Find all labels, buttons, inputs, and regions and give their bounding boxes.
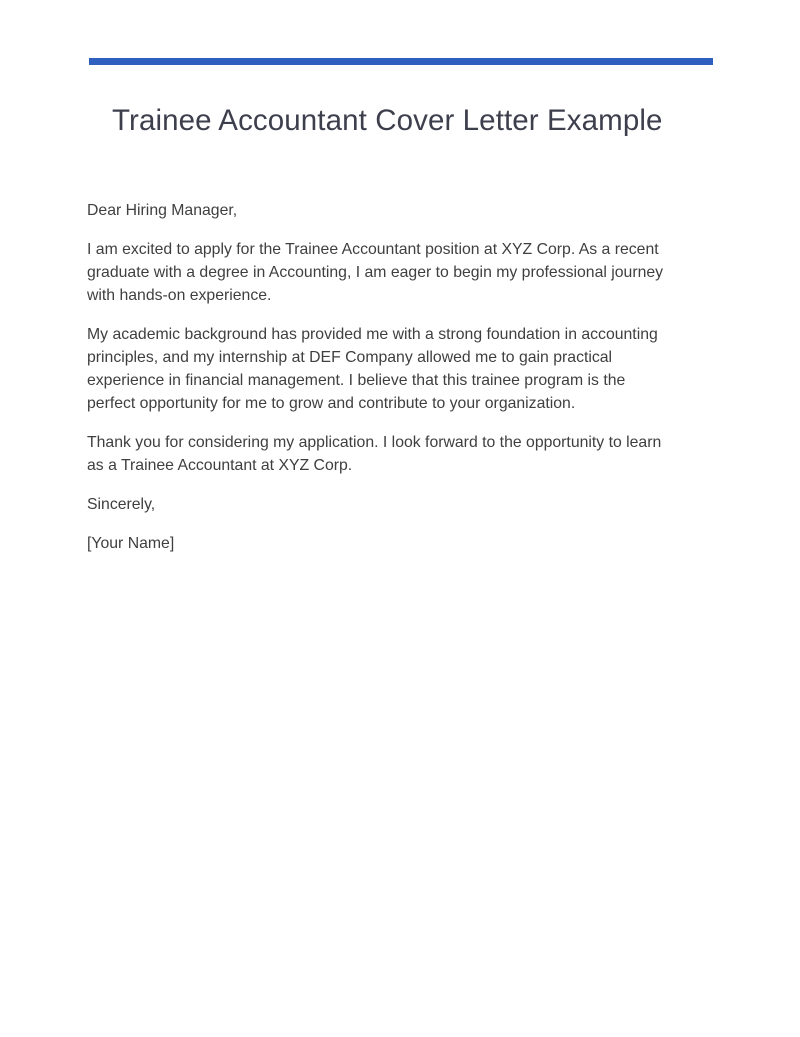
paragraph-thanks: Thank you for considering my application. I look forward to the opportunity to learn as a Trainee Accountant at XYZ Corp.: [87, 434, 662, 474]
header-accent-bar: [89, 58, 713, 65]
signature: [Your Name]: [87, 535, 175, 552]
closing: Sincerely,: [87, 496, 156, 513]
paragraph-background: My academic background has provided me with a strong foundation in accounting principles, and my internship at DEF Company allowed me to gain practical experience in financial management. I believe that this trainee program is the perfect opportunity for me to grow and contribute to your organization.: [87, 326, 658, 412]
greeting: Dear Hiring Manager,: [87, 202, 238, 219]
document-title: Trainee Accountant Cover Letter Example: [112, 104, 663, 137]
paragraph-intro: I am excited to apply for the Trainee Accountant position at XYZ Corp. As a recent graduate with a degree in Accounting, I am eager to begin my professional journey with hands-on experience.: [87, 241, 664, 304]
letter-body: [87, 199, 687, 571]
